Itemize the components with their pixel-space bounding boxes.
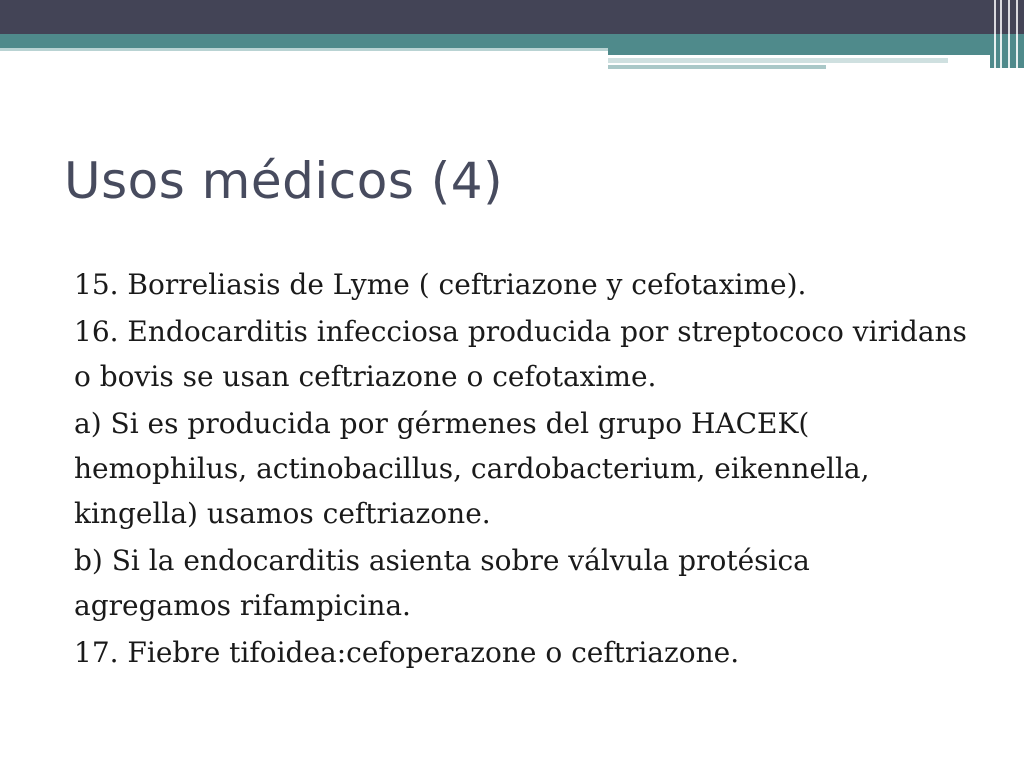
corner-stripes-decoration-lower xyxy=(990,34,1024,68)
body-paragraph: b) Si la endocarditis asienta sobre válvula protésica agregamos rifampicina. xyxy=(74,544,810,622)
header-band-light xyxy=(0,48,608,51)
body-paragraph: a) Si es producida por gérmenes del grupo HACEK( hemophilus, actinobacillus, cardobacterium, eikennella, kingella) usamos ceftriazone. xyxy=(74,407,870,530)
body-paragraph: 16. Endocarditis infecciosa producida por streptococo viridans o bovis se usan ceftriazone o cefotaxime. xyxy=(74,315,967,393)
header-band-teal xyxy=(0,34,1024,48)
header-band-dark xyxy=(0,0,1024,34)
body-paragraph: 17. Fiebre tifoidea:cefoperazone o ceftriazone. xyxy=(74,636,740,669)
body-paragraph: 15. Borreliasis de Lyme ( ceftriazone y cefotaxime). xyxy=(74,268,807,301)
header-band-accent xyxy=(608,48,1024,55)
header-band-accent-thin xyxy=(608,65,826,69)
header-band-accent-light xyxy=(608,58,948,63)
slide-title: Usos médicos (4) xyxy=(64,152,504,210)
slide-body xyxy=(74,262,974,677)
